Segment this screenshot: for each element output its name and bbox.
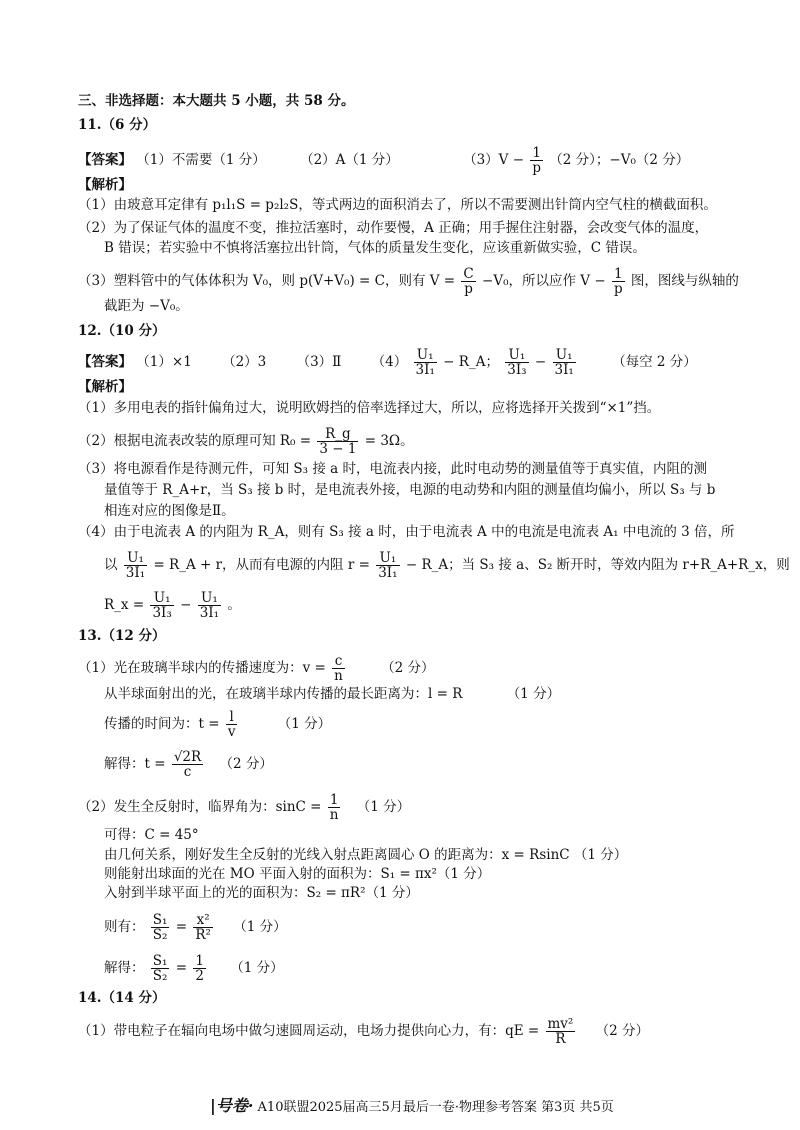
- fraction: $\frac{1}{2}$: [195, 953, 204, 984]
- q11-analysis-2b: B 错误；若实验中不慎将活塞拉出针筒，气体的质量发生变化，应该重新做实验，C 错误。: [104, 240, 646, 256]
- fraction: $\frac{1}{p}$: [532, 145, 541, 176]
- fraction: $\frac{√2R}{c}$: [173, 749, 202, 780]
- fraction: $\frac{1}{p}$: [613, 266, 623, 297]
- q12-analysis-4a: （4）由于电流表 A 的内阻为 R_A，则有 S₃ 接 a 时，由于电流表 A 中的电流是电流表 A₁ 中电流的 3 倍，所: [78, 524, 735, 540]
- answer-label: 【答案】: [78, 152, 132, 168]
- q12-analysis-3c: 相连对应的图像是Ⅱ。: [104, 503, 235, 519]
- fraction: $\frac{\text{U₁}}{\text{3I₁}}$: [125, 550, 146, 581]
- q11-analysis-3b: 截距为 −V₀。: [104, 298, 189, 314]
- answer-label: 【答案】: [78, 354, 132, 370]
- q13-p1-line4: 解得：t = $\frac{√2R}{c}$ （2 分）: [104, 749, 273, 780]
- q13-p2-line3: 由几何关系，刚好发生全反射的光线入射点距离圆心 O 的距离为：x = RsinC （1 分）: [104, 847, 628, 863]
- q12-header: 12.（10 分）: [78, 323, 166, 339]
- q12-ans1: （1）×1: [136, 354, 192, 370]
- fraction: $\frac{C}{p}$: [463, 266, 474, 297]
- fraction: $\frac{\text{x²}}{\text{R²}}$: [195, 912, 211, 943]
- publisher-logo: |号卷·: [210, 1096, 254, 1115]
- q12-answer-line: [78, 348, 697, 377]
- q11-analysis-1: （1）由玻意耳定律有 p₁l₁S = p₂l₂S，等式两边的面积消去了，所以不需要测出针筒内空气柱的横截面积。: [78, 197, 717, 213]
- q11-analysis-2a: （2）为了保证气体的温度不变，推拉活塞时，动作要慢，A 正确；用手握住注射器，会改变气体的温度，: [78, 220, 709, 236]
- q13-p2-line2: 可得：C = 45°: [104, 827, 199, 843]
- q12-score-note: （每空 2 分）: [612, 354, 697, 370]
- page-footer: [210, 1093, 614, 1116]
- fraction: $\frac{\text{S₁}}{\text{S₂}}$: [152, 953, 168, 984]
- q13-p1-line1: （1）光在玻璃半球内的传播速度为：v = $\frac{c}{n}$ （2 分）: [78, 653, 435, 684]
- fraction: $\frac{\text{S₁}}{\text{S₂}}$: [152, 912, 168, 943]
- q11-answer-line: [78, 146, 689, 175]
- fraction: $\frac{l}{v}$: [227, 709, 236, 740]
- footer-text: A10联盟2025届高三5月最后一卷·物理参考答案 第3页 共5页: [257, 1100, 614, 1115]
- q13-p2-line4: 则能射出球面的光在 MO 平面入射的面积为：S₁ = πx²（1 分）: [104, 866, 491, 882]
- q11-ans1: （1）不需要（1 分）: [136, 152, 266, 168]
- fraction: $\frac{\text{U₁}}{\text{3I₁}}$: [199, 590, 220, 621]
- q13-p2-line5: 入射到半球平面上的光的面积为：S₂ = πR²（1 分）: [104, 885, 419, 901]
- analysis-label: 【解析】: [78, 379, 132, 395]
- q11-header: 11.（6 分）: [78, 117, 157, 133]
- q13-p2-line6: 则有： $\frac{\text{S₁}}{\text{S₂}}$ = $\frac{\text{x²}}{\text{R²}}$ （1 分）: [104, 912, 287, 943]
- fraction: $\frac{\text{U₁}}{\text{3I₃}}$: [152, 590, 172, 621]
- q12-ans4: （4） $\frac{\text{U₁}}{\text{3I₁}}$ − R_A； $\frac{\text{U₁}}{\text{3I₃}}$ − $\frac{\text{U₁}}{\text{3I₁}}$: [371, 347, 574, 378]
- q11-analysis-3a: （3）塑料管中的气体体积为 V₀，则 p(V+V₀) = C，则有 V = $\frac{C}{p}$ −V₀，所以应作 V − $\frac{1}{p}$ 图，图线与纵轴的: [78, 266, 739, 297]
- section-title: 三、非选择题：本大题共 5 小题，共 58 分。: [78, 93, 355, 109]
- q13-header: 13.（12 分）: [78, 628, 166, 644]
- q12-analysis-2: （2）根据电流表改装的原理可知 R₀ = $\frac{R\_g}{3 - 1}$ = 3Ω。: [78, 426, 414, 457]
- q13-p2-line1: （2）发生全反射时，临界角为：sinC = $\frac{1}{n}$ （1 分）: [78, 792, 411, 823]
- q12-analysis-4b: 以 $\frac{\text{U₁}}{\text{3I₁}}$ = R_A + r，从而有电源的内阻 r = $\frac{\text{U₁}}{\text{3I₁}}$ − R_A；当 S₃ 接 a、S₂ 断开时，等效内阻为 r+R_A+R_x，则: [104, 550, 790, 581]
- fraction: $\frac{R\_g}{3 - 1}$: [319, 426, 357, 457]
- q13-p1-line2: 从半球面射出的光，在玻璃半球内传播的最长距离为：l = R （1 分）: [104, 686, 561, 702]
- q14-header: 14.（14 分）: [78, 990, 166, 1006]
- fraction: $\frac{c}{n}$: [334, 653, 343, 684]
- fraction: $\frac{\text{U₁}}{\text{3I₁}}$: [554, 347, 574, 378]
- q11-ans3: （3）V − $\frac{1}{p}$ （2 分）；−V₀（2 分）: [463, 145, 690, 176]
- fraction: $\frac{\text{U₁}}{\text{3I₃}}$: [507, 347, 527, 378]
- analysis-label: 【解析】: [78, 177, 132, 193]
- fraction: $\frac{\text{mv²}}{R}$: [547, 1016, 574, 1047]
- q12-analysis-3b: 量值等于 R_A+r，当 S₃ 接 b 时，是电流表外接，电源的电动势和内阻的测量值均偏小，所以 S₃ 与 b: [104, 482, 716, 498]
- q12-ans2: （2）3: [222, 354, 267, 370]
- q12-analysis-4c: R_x = $\frac{\text{U₁}}{\text{3I₃}}$ − $\frac{\text{U₁}}{\text{3I₁}}$ 。: [104, 590, 241, 621]
- q11-ans2: （2）A（1 分）: [300, 152, 399, 168]
- q14-p1-line1: （1）带电粒子在辐向电场中做匀速圆周运动，电场力提供向心力，有：qE = $\frac{\text{mv²}}{R}$ （2 分）: [78, 1016, 650, 1047]
- fraction: $\frac{\text{U₁}}{\text{3I₁}}$: [415, 347, 435, 378]
- q13-p1-line3: 传播的时间为：t = $\frac{l}{v}$ （1 分）: [104, 709, 332, 740]
- q12-ans3: （3）Ⅱ: [296, 354, 342, 370]
- fraction: $\frac{1}{n}$: [329, 792, 339, 823]
- q12-analysis-1: （1）多用电表的指针偏角过大，说明欧姆挡的倍率选择过大，所以，应将选择开关拨到“×1”挡。: [78, 400, 661, 416]
- fraction: $\frac{\text{U₁}}{\text{3I₁}}$: [378, 550, 398, 581]
- q13-p2-line7: 解得： $\frac{\text{S₁}}{\text{S₂}}$ = $\frac{1}{2}$ （1 分）: [104, 953, 284, 984]
- q12-analysis-3a: （3）将电源看作是待测元件，可知 S₃ 接 a 时，电流表内接，此时电动势的测量值等于真实值，内阻的测: [78, 461, 707, 477]
